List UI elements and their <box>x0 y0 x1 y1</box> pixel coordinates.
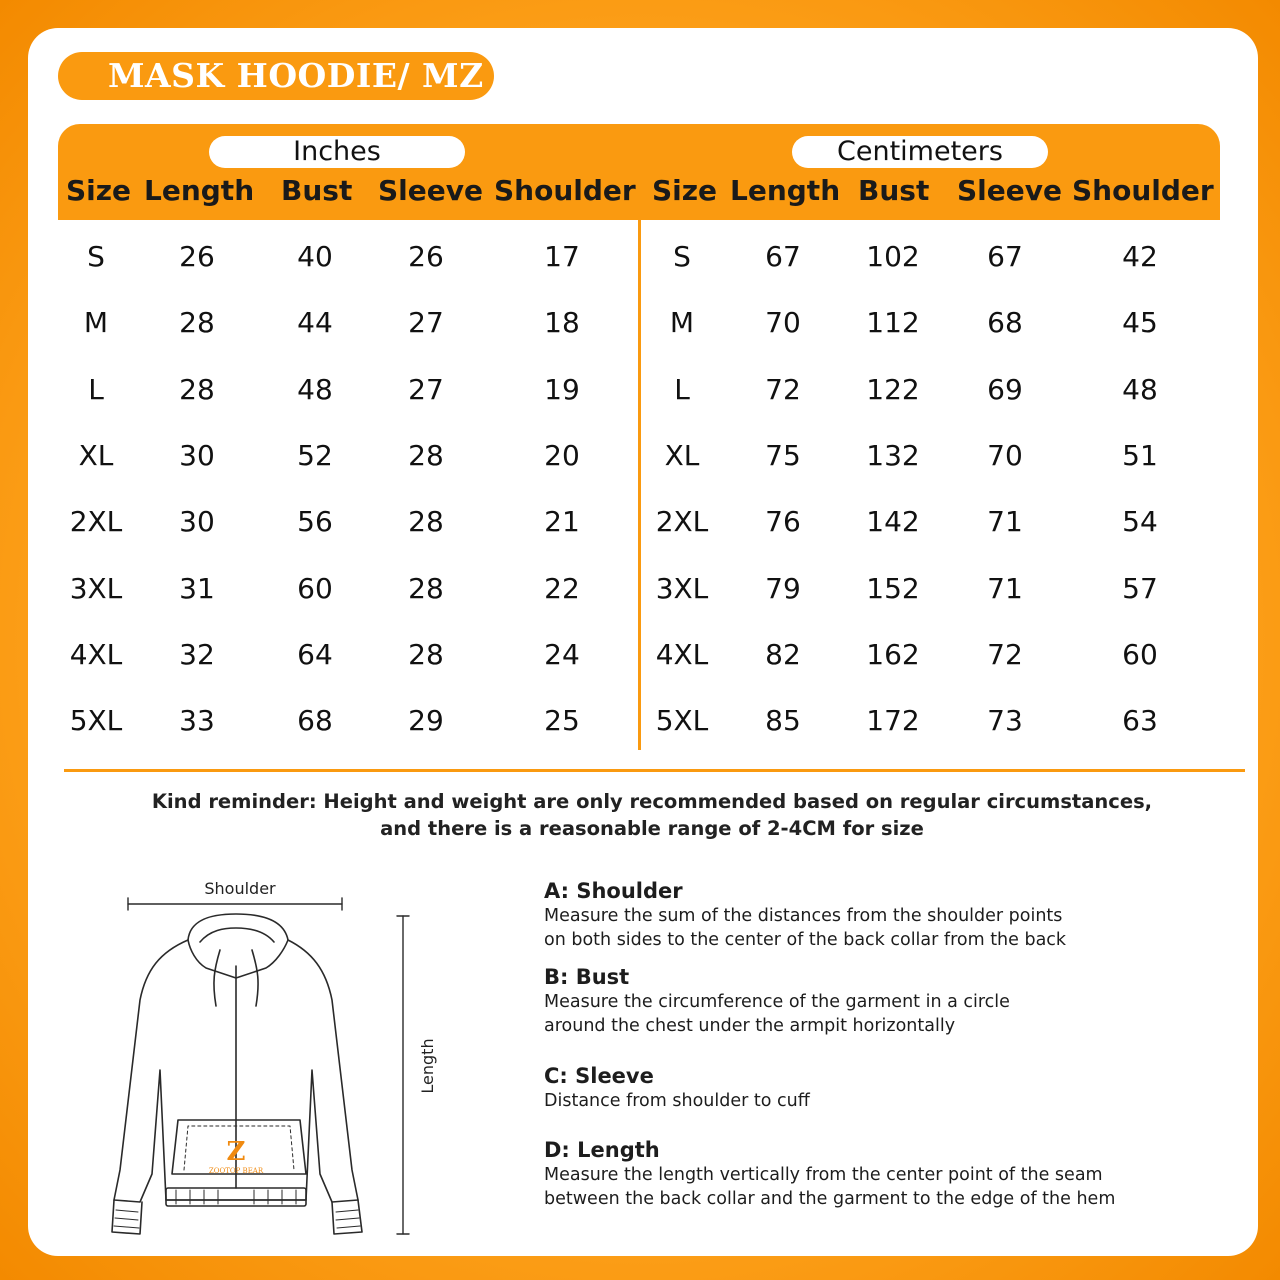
hood-outline <box>188 914 288 978</box>
inches-cell-size: XL <box>78 438 114 472</box>
cm-cell-length: 85 <box>765 704 801 738</box>
product-title: MASK HOODIE/ MZ <box>58 52 494 100</box>
inches-cell-bust: 40 <box>297 240 333 273</box>
guide-sleeve-heading: C: Sleeve <box>544 1064 654 1088</box>
cm-cell-shoulder: 51 <box>1122 438 1158 472</box>
guide-length-text-1: Measure the length vertically from the center point of the seam <box>544 1165 1103 1185</box>
inches-cell-bust: 48 <box>297 372 333 406</box>
cm-cell-length: 79 <box>765 571 801 605</box>
cm-cell-shoulder: 54 <box>1122 505 1158 539</box>
section-divider <box>64 769 1245 772</box>
brand-logo-text: ZOOTOP BEAR <box>208 1167 264 1175</box>
guide-bust-text-1: Measure the circumference of the garment in a circle <box>544 992 1010 1012</box>
cm-cell-shoulder: 60 <box>1122 637 1158 671</box>
guide-length-heading: D: Length <box>544 1138 660 1162</box>
cm-cell-size: L <box>674 372 690 406</box>
cm-cell-bust: 132 <box>866 438 920 472</box>
inches-cell-sleeve: 27 <box>408 372 444 406</box>
cm-col-shoulder: Shoulder <box>1072 174 1214 207</box>
inches-cell-length: 30 <box>179 438 215 472</box>
inches-cell-size: 3XL <box>69 571 123 605</box>
reminder-line-1: Kind reminder: Height and weight are only recommended based on regular circumstances, <box>151 790 1153 813</box>
centimeters-unit-label: Centimeters <box>792 136 1048 168</box>
inches-col-bust: Bust <box>281 174 353 207</box>
guide-bust <box>544 964 1010 1038</box>
reminder-line-2: and there is a reasonable range of 2-4CM for size <box>380 817 924 840</box>
inches-cell-sleeve: 26 <box>408 240 444 273</box>
inches-cell-sleeve: 27 <box>408 306 444 340</box>
inches-cell-shoulder: 20 <box>544 438 580 472</box>
inches-cell-length: 30 <box>179 505 215 539</box>
cm-cell-sleeve: 72 <box>987 637 1023 671</box>
inches-cell-shoulder: 17 <box>544 240 580 273</box>
unit-divider <box>638 220 641 750</box>
inches-cell-size: L <box>88 372 104 406</box>
cm-col-bust: Bust <box>858 174 930 207</box>
cm-cell-length: 76 <box>765 505 801 539</box>
cm-cell-bust: 152 <box>866 571 920 605</box>
inches-cell-shoulder: 21 <box>544 505 580 539</box>
inches-cell-size: 2XL <box>69 505 123 539</box>
inches-col-shoulder: Shoulder <box>494 174 636 207</box>
inches-cell-sleeve: 28 <box>408 438 444 472</box>
inches-cell-size: 4XL <box>69 637 123 671</box>
cm-cell-bust: 162 <box>866 637 920 671</box>
guide-shoulder-heading: A: Shoulder <box>544 879 683 903</box>
cm-cell-length: 75 <box>765 438 801 472</box>
inches-unit-label: Inches <box>209 136 465 168</box>
inches-cell-length: 33 <box>179 704 215 738</box>
cm-cell-length: 67 <box>765 240 801 273</box>
cm-cell-sleeve: 68 <box>987 306 1023 340</box>
cm-cell-shoulder: 63 <box>1122 704 1158 738</box>
inches-col-size: Size <box>66 174 132 207</box>
inches-cell-shoulder: 19 <box>544 372 580 406</box>
cm-cell-size: XL <box>664 438 700 472</box>
length-label: Length <box>418 1038 437 1094</box>
inches-cell-shoulder: 18 <box>544 306 580 340</box>
guide-bust-heading: B: Bust <box>544 965 630 989</box>
shoulder-label: Shoulder <box>204 879 276 898</box>
brand-logo: Z <box>226 1137 246 1167</box>
kind-reminder <box>64 788 1240 842</box>
inches-cell-length: 28 <box>179 306 215 340</box>
cm-cell-length: 82 <box>765 637 801 671</box>
cm-cell-shoulder: 48 <box>1122 372 1158 406</box>
inches-cell-sleeve: 28 <box>408 571 444 605</box>
cm-cell-bust: 172 <box>866 704 920 738</box>
inches-cell-size: S <box>87 240 105 273</box>
cm-cell-shoulder: 45 <box>1122 306 1158 340</box>
guide-shoulder-text-2: on both sides to the center of the back collar from the back <box>544 930 1067 950</box>
cm-cell-sleeve: 71 <box>987 571 1023 605</box>
guide-shoulder-text-1: Measure the sum of the distances from the shoulder points <box>544 906 1063 926</box>
cm-cell-sleeve: 70 <box>987 438 1023 472</box>
cm-cell-shoulder: 42 <box>1122 240 1158 273</box>
hoodie-diagram <box>100 870 460 1250</box>
cm-cell-sleeve: 71 <box>987 505 1023 539</box>
guide-length <box>544 1137 1115 1211</box>
inches-cell-shoulder: 22 <box>544 571 580 605</box>
inches-cell-length: 32 <box>179 637 215 671</box>
cm-col-size: Size <box>652 174 718 207</box>
cm-cell-size: 5XL <box>655 704 709 738</box>
cm-cell-size: 4XL <box>655 637 709 671</box>
cm-cell-length: 72 <box>765 372 801 406</box>
cm-cell-sleeve: 73 <box>987 704 1023 738</box>
guide-shoulder <box>544 878 1066 952</box>
cm-cell-size: S <box>673 240 691 273</box>
inches-cell-size: M <box>83 306 109 340</box>
inches-cell-bust: 68 <box>297 704 333 738</box>
guide-length-text-2: between the back collar and the garment to the edge of the hem <box>544 1189 1116 1209</box>
inches-cell-length: 26 <box>179 240 215 273</box>
cm-cell-bust: 122 <box>866 372 920 406</box>
inches-cell-shoulder: 24 <box>544 637 580 671</box>
cm-cell-size: 3XL <box>655 571 709 605</box>
cm-cell-sleeve: 67 <box>987 240 1023 273</box>
cm-cell-length: 70 <box>765 306 801 340</box>
inches-col-sleeve: Sleeve <box>378 174 483 207</box>
inches-cell-sleeve: 29 <box>408 704 444 738</box>
inches-cell-length: 28 <box>179 372 215 406</box>
cm-col-length: Length <box>730 174 841 207</box>
cm-cell-shoulder: 57 <box>1122 571 1158 605</box>
inches-cell-sleeve: 28 <box>408 637 444 671</box>
inches-cell-size: 5XL <box>69 704 123 738</box>
inches-cell-sleeve: 28 <box>408 505 444 539</box>
guide-sleeve <box>544 1063 810 1113</box>
cm-cell-sleeve: 69 <box>987 372 1023 406</box>
inches-cell-shoulder: 25 <box>544 704 580 738</box>
guide-bust-text-2: around the chest under the armpit horizontally <box>544 1016 956 1036</box>
inches-cell-bust: 64 <box>297 637 333 671</box>
guide-sleeve-text-1: Distance from shoulder to cuff <box>544 1091 810 1111</box>
inches-cell-bust: 56 <box>297 505 333 539</box>
inches-cell-bust: 44 <box>297 306 333 340</box>
inches-cell-length: 31 <box>179 571 215 605</box>
cm-col-sleeve: Sleeve <box>957 174 1062 207</box>
cm-cell-bust: 142 <box>866 505 920 539</box>
inches-cell-bust: 52 <box>297 438 333 472</box>
inches-cell-bust: 60 <box>297 571 333 605</box>
cm-cell-bust: 102 <box>866 240 920 273</box>
cm-cell-size: 2XL <box>655 505 709 539</box>
inches-col-length: Length <box>144 174 255 207</box>
cm-cell-size: M <box>669 306 695 340</box>
cm-cell-bust: 112 <box>866 306 920 340</box>
